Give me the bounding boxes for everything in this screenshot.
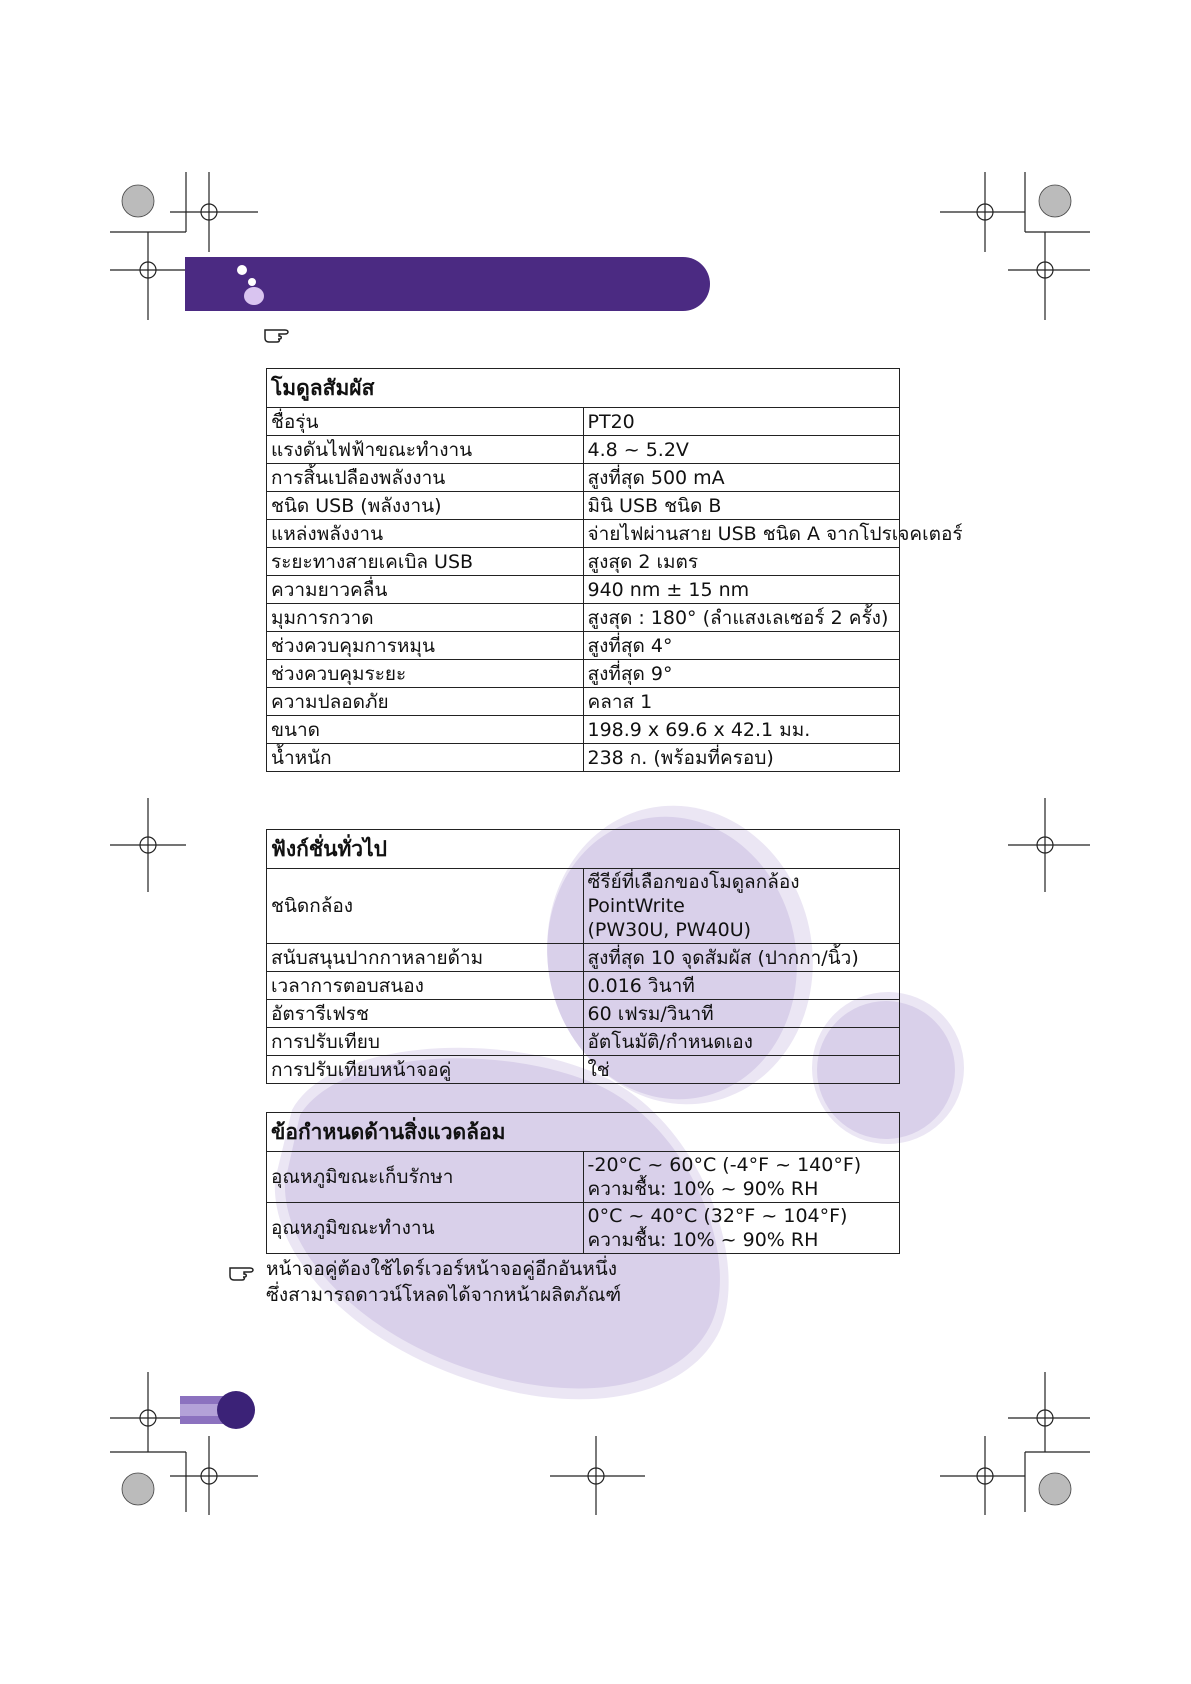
row-value: 60 เฟรม/วินาที	[583, 1000, 900, 1028]
row-label: แหล่งพลังงาน	[267, 520, 584, 548]
row-label: การสิ้นเปลืองพลังงาน	[267, 464, 584, 492]
row-label: แรงดันไฟฟ้าขณะทำงาน	[267, 436, 584, 464]
table-title: ฟังก์ชั่นทั่วไป	[267, 830, 900, 869]
environment-table	[266, 1112, 900, 1254]
row-value: สูงที่สุด 500 mA	[583, 464, 900, 492]
row-value-line: ซีรีย์ที่เลือกของโมดูลกล้อง PointWrite	[587, 871, 800, 917]
row-value: PT20	[583, 408, 900, 436]
table-row	[267, 972, 900, 1000]
table-row	[267, 576, 900, 604]
table-row	[267, 408, 900, 436]
row-label: อุณหภูมิขณะเก็บรักษา	[267, 1152, 584, 1203]
row-value: สูงที่สุด 10 จุดสัมผัส (ปากกา/นิ้ว)	[583, 944, 900, 972]
footnote	[266, 1256, 786, 1308]
row-label: ช่วงควบคุมการหมุน	[267, 632, 584, 660]
table-row	[267, 520, 900, 548]
table-header-row	[267, 830, 900, 869]
pointing-hand-icon	[228, 1260, 264, 1284]
row-value-line: 0°C ~ 40°C (32°F ~ 104°F)	[587, 1205, 848, 1227]
row-label: ชนิด USB (พลังงาน)	[267, 492, 584, 520]
row-label: ระยะทางสายเคเบิล USB	[267, 548, 584, 576]
table-row	[267, 436, 900, 464]
row-label: สนับสนุนปากกาหลายด้าม	[267, 944, 584, 972]
row-value: 198.9 x 69.6 x 42.1 มม.	[583, 716, 900, 744]
paw-dots-icon	[230, 262, 270, 308]
row-value: 940 nm ± 15 nm	[583, 576, 900, 604]
row-label: เวลาการตอบสนอง	[267, 972, 584, 1000]
row-value: ใช่	[583, 1056, 900, 1084]
table-title: โมดูลสัมผัส	[267, 369, 900, 408]
row-value-line: (PW30U, PW40U)	[587, 919, 752, 941]
row-value-line: ความชื้น: 10% ~ 90% RH	[587, 1229, 819, 1251]
footnote-line: ซึ่งสามารถดาวน์โหลดได้จากหน้าผลิตภัณฑ์	[266, 1284, 622, 1306]
row-label: น้ำหนัก	[267, 744, 584, 772]
table-row	[267, 464, 900, 492]
row-label: ความปลอดภัย	[267, 688, 584, 716]
row-value: สูงสุด 2 เมตร	[583, 548, 900, 576]
row-label: การปรับเทียบ	[267, 1028, 584, 1056]
pointing-hand-icon	[263, 322, 299, 346]
row-label: ช่วงควบคุมระยะ	[267, 660, 584, 688]
table-header-row	[267, 369, 900, 408]
touch-module-table	[266, 368, 963, 772]
row-value: มินิ USB ชนิด B	[583, 492, 900, 520]
table-row	[267, 632, 900, 660]
row-value: สูงที่สุด 9°	[583, 660, 900, 688]
table-row	[267, 1056, 900, 1084]
row-value	[583, 1152, 900, 1203]
row-label: มุมการกวาด	[267, 604, 584, 632]
table-title: ข้อกำหนดด้านสิ่งแวดล้อม	[267, 1113, 900, 1152]
row-value: อัตโนมัติ/กำหนดเอง	[583, 1028, 900, 1056]
row-value: คลาส 1	[583, 688, 900, 716]
table-row	[267, 1203, 900, 1254]
row-label: ความยาวคลื่น	[267, 576, 584, 604]
row-label: อัตรารีเฟรช	[267, 1000, 584, 1028]
table-row	[267, 869, 900, 944]
table-row	[267, 492, 900, 520]
row-label: ชื่อรุ่น	[267, 408, 584, 436]
row-value-line: -20°C ~ 60°C (-4°F ~ 140°F)	[587, 1154, 862, 1176]
table-row	[267, 744, 900, 772]
row-value	[583, 1203, 900, 1254]
table-row	[267, 1000, 900, 1028]
row-value: จ่ายไฟผ่านสาย USB ชนิด A จากโปรเจคเตอร์	[583, 520, 900, 548]
row-label: การปรับเทียบหน้าจอคู่	[267, 1056, 584, 1084]
table-row	[267, 604, 900, 632]
table-row	[267, 1028, 900, 1056]
row-value	[583, 869, 900, 944]
table-row	[267, 716, 900, 744]
page-tab-decoration	[180, 1390, 260, 1430]
row-value: สูงสุด : 180° (ลำแสงเลเซอร์ 2 ครั้ง)	[583, 604, 900, 632]
row-value: 4.8 ~ 5.2V	[583, 436, 900, 464]
table-row	[267, 1152, 900, 1203]
general-function-table	[266, 829, 900, 1084]
table-row	[267, 688, 900, 716]
row-value-line: ความชื้น: 10% ~ 90% RH	[587, 1178, 819, 1200]
table-row	[267, 548, 900, 576]
table-header-row	[267, 1113, 900, 1152]
row-label: ขนาด	[267, 716, 584, 744]
table-row	[267, 660, 900, 688]
footnote-line: หน้าจอคู่ต้องใช้ไดร์เวอร์หน้าจอคู่อีกอันหนึ่ง	[266, 1258, 618, 1280]
row-label: ชนิดกล้อง	[267, 869, 584, 944]
row-label: อุณหภูมิขณะทำงาน	[267, 1203, 584, 1254]
table-row	[267, 944, 900, 972]
row-value: สูงที่สุด 4°	[583, 632, 900, 660]
row-value: 238 ก. (พร้อมที่ครอบ)	[583, 744, 900, 772]
row-value: 0.016 วินาที	[583, 972, 900, 1000]
